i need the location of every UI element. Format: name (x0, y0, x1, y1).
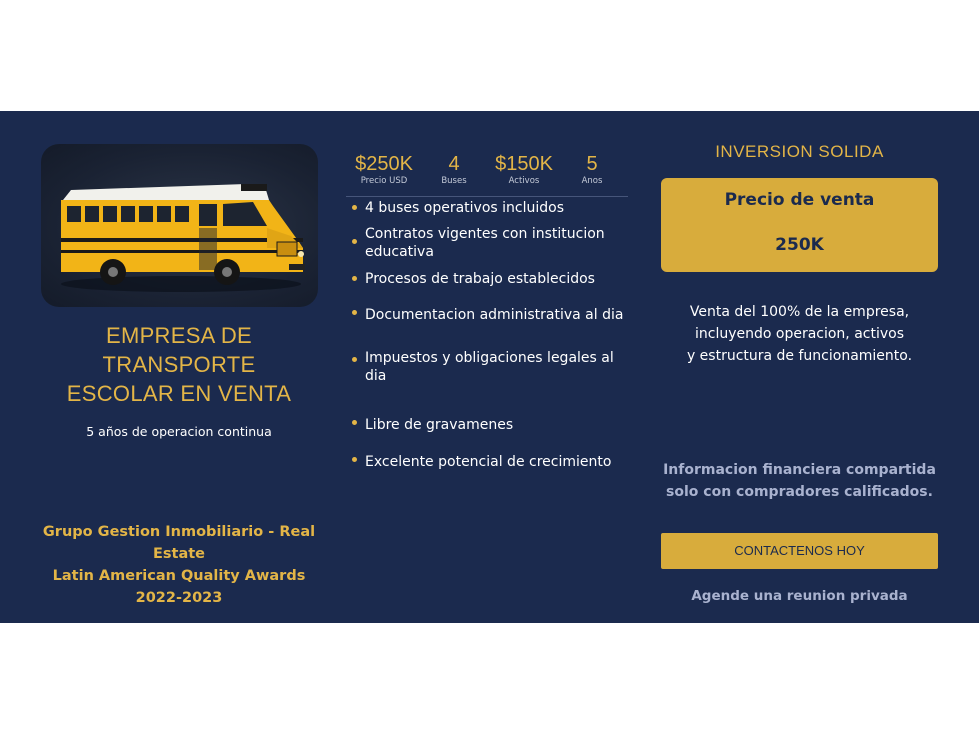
business-subtitle: 5 años de operacion continua (86, 424, 272, 439)
price-value: 250K (775, 235, 824, 255)
feature-text: Excelente potencial de crecimiento (365, 454, 612, 470)
awards-text (40, 521, 318, 609)
feature-text: Contratos vigentes con institucion educativa (365, 226, 605, 260)
bullet-icon (352, 310, 357, 315)
feature-text: Impuestos y obligaciones legales al dia (365, 350, 614, 384)
awards-line: Estate (152, 546, 206, 562)
stat-years (572, 152, 612, 187)
sale-description (661, 301, 938, 367)
price-label: Precio de venta (724, 190, 875, 210)
schedule-meeting-text: Agende una reunion privada (691, 588, 908, 604)
financial-info-note (655, 459, 944, 503)
stat-value: 5 (586, 153, 598, 175)
feature-text: Documentacion administrativa al dia (365, 307, 624, 323)
awards-line: Grupo Gestion Inmobiliario - Real (42, 524, 316, 540)
awards-line: 2022-2023 (135, 590, 223, 606)
bullet-icon (352, 276, 357, 281)
stats-row (346, 152, 628, 197)
title-line: TRANSPORTE (102, 352, 256, 377)
bullet-icon (352, 205, 357, 210)
feature-text: Procesos de trabajo establecidos (365, 271, 595, 287)
business-title (40, 321, 318, 408)
bullet-icon (352, 357, 357, 362)
bullet-icon (352, 239, 357, 244)
stat-label: Activos (508, 176, 540, 186)
stat-price (346, 152, 422, 187)
description-line: y estructura de funcionamiento. (686, 348, 913, 364)
info-line: solo con compradores calificados. (666, 484, 933, 500)
title-line: EMPRESA DE (105, 323, 253, 348)
description-line: incluyendo operacion, activos (694, 326, 905, 342)
stat-buses (432, 152, 476, 187)
stat-value: $150K (495, 153, 553, 175)
ad-banner (0, 111, 979, 623)
contact-button[interactable]: CONTACTENOS HOY (661, 533, 938, 569)
stat-value: 4 (448, 153, 460, 175)
school-bus-icon (41, 144, 318, 307)
stat-label: Anos (581, 176, 603, 186)
feature-text: Libre de gravamenes (365, 417, 514, 433)
stat-value: $250K (355, 153, 413, 175)
awards-line: Latin American Quality Awards (52, 568, 306, 584)
title-line: ESCOLAR EN VENTA (66, 381, 292, 406)
bullet-icon (352, 457, 357, 462)
info-line: Informacion financiera compartida (663, 462, 936, 478)
bullet-icon (352, 420, 357, 425)
description-line: Venta del 100% de la empresa, (689, 304, 910, 320)
stat-assets (486, 152, 562, 187)
stat-label: Precio USD (360, 176, 408, 186)
stat-label: Buses (441, 176, 467, 186)
investment-heading: INVERSION SOLIDA (715, 142, 884, 161)
school-bus-photo (41, 144, 318, 307)
feature-text: 4 buses operativos incluidos (365, 200, 565, 216)
price-box (661, 178, 938, 272)
